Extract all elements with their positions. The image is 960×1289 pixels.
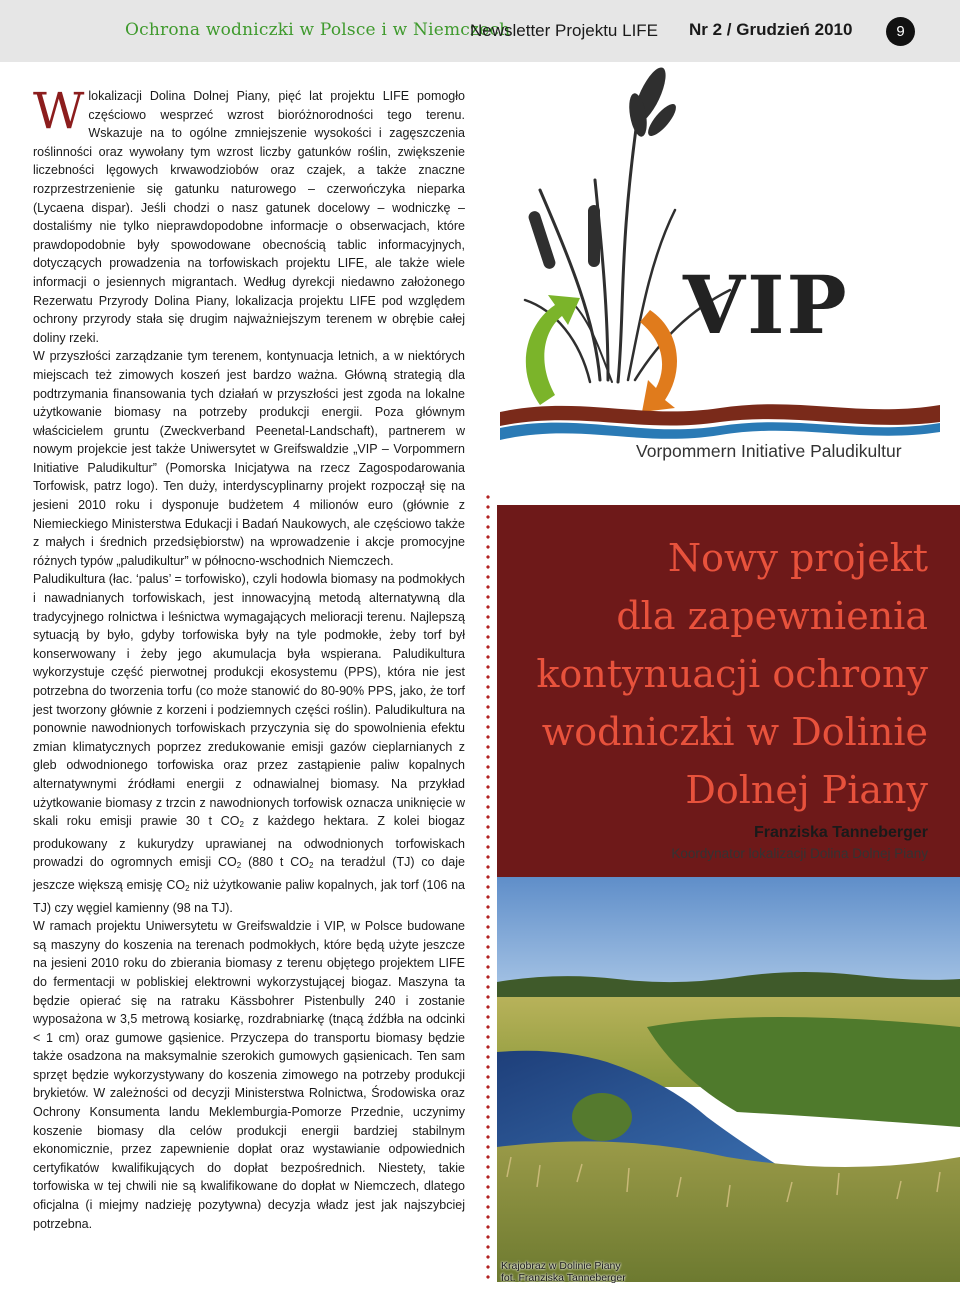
drop-cap: W [33, 82, 85, 140]
vip-logo-subtitle: Vorpommern Initiative Paludikultur [636, 441, 902, 461]
caption-title: Krajobraz w Dolinie Piany [501, 1260, 621, 1272]
cattail-icon [588, 205, 600, 267]
title-line: kontynuacji ochrony [536, 652, 928, 696]
page-header [0, 0, 960, 62]
title-line: Nowy projekt [667, 536, 928, 580]
paragraph-text: lokalizacji Dolina Dolnej Piany, pięć lat projektu LIFE pomogło częściowo wesprzeć wzrost bioróżnorodności tego terenu. Wskazuje na to ogólne zmniejszenie wysokości i zagęszczenia roślinności oraz wywołany tym wzrost liczby gatunków roślin, zwiększenie liczebności lęgowych krwawodziobów oraz czajek, a także znaczne rozprzestrzenienie się gatunku naturowego – czerwończyka nieparka (Lycaena dispar). Jeśli chodzi o nasz gatunek docelowy – wodniczkę – dostaliśmy nie tylko nieprawdopodobne informacje o obserwacjach, które prawdopodobnie były spowodowane obecnością tablic informacyjnych, dotyczących prowadzenia na torfowiskach projektu LIFE, ale także wiele informacji o jesiennych migrantach. Według dyrekcji niedawno założonego Rezerwatu Przyrody Dolina Piany, lokalizacja projektu LIFE pod względem ochrony przyrody stała się drugim najważniejszym terenem w obrębie całej doliny rzeki. [33, 89, 465, 345]
title-line: wodniczki w Dolinie [541, 710, 928, 754]
newsletter-title: Newsletter Projektu LIFE [470, 21, 659, 40]
paragraph-text: Paludikultura (łac. ‘palus’ = torfowisko), czyli hodowla biomasy na podmokłych i nawadnianych torfowiskach, jest innowacyjną metodą alternatywną dla tradycyjnego rolnictwa i leśnictwa wymagających melioracji terenu. Najlepszą sytuacją by było, gdyby torfowiska były na tyle podmokłe, żeby torf był konserwowany i żeby jego akumulacja była wspierana. Paludikultura wykorzystuje część pierwotnej produkcji ekosystemu (PPS), która nie jest potrzebna do tworzenia torfu (co może stanowić do 80-90% PPS, jako, że torf jest tworzony głównie z korzeni i podziemnych części roślin). Paludikultura na ponownie nawodnionych torfowiskach przyczynia się do spowolnienia efektu zmian klimatycznych poprzez zredukowanie emisji gazów cieplarnianych z gleb odwodnionego torfowiska oraz przez zastąpienie paliw kopalnych alternatywnymi źródłami energii z odnawialnej biomasy. Na przykład użytkowanie biomasy z trzcin z nawodnionych torfowisk oznacza uniknięcie w skali roku emisji prawie 30 t CO [33, 572, 465, 829]
series-title: Ochrona wodniczki w Polsce i w Niemczech [125, 20, 511, 40]
author-role: Koordynator lokalizacji Dolina Dolnej Piany [671, 846, 928, 861]
vip-logo-text: VIP [683, 258, 849, 352]
paragraph-text: z każdego hektara. Z kolei biogaz produkowany z kukurydzy uprawianej na odwodnionych torfowiskach prowadzi do ogromnych emisji CO [33, 814, 465, 870]
article-paragraph-4: W ramach projektu Uniwersytetu w Greifswaldzie i VIP, w Polsce budowane są maszyny do koszenia na terenach podmokłych, które będą użyte jeszcze na jesieni 2010 roku do zbierania biomasy z terenu objętego projektem LIFE do fermentacji w pobliskiej elektrowni wykorzystującej biogaz. Maszyna ta będzie opierać się na ratraku Kässbohrer Pistenbully 240 i zostanie wyposażona w 3,5 metrową kosiarkę, rozdrabniarkę (tnącą źdźbła na odcinki < 1 cm) oraz gumowe gąsienice. Przyczepa do transportu biomasy będzie także osadzona na maksymalnie szerokich gumowych gąsienicach. Ten sam sprzęt będzie wykorzystywany do koszenia zimowego na potrzeby produkcji brykietów. W zależności od decyzji Ministerstwa Rolnictwa, Środowiska oraz Ochrony Konsumenta landu Meklemburgia-Pomorze Przednie, uczynimy koszenie biomasy dla celów produkcji energii bardziej stabilnym ekonomicznie, przez zapewnienie dopłat oraz wystawianie odpowiednich certyfikatów kwalifikujących do dopłat bezpośrednich. Niestety, takie torfowiska w tej chwili nie są kwalifikowane do dopłat w Niemczech, dlatego oficjalna (i miejmy nadzieję pozytywna) decyzja władz jest jak najszybciej potrzebna. [33, 919, 465, 1231]
dotted-divider [486, 492, 490, 1282]
article-paragraph-3 [33, 570, 465, 917]
title-line: dla zapewnienia [616, 594, 928, 638]
subscript: 2 [239, 820, 244, 830]
title-line: Dolnej Piany [685, 768, 928, 812]
caption-credit: fot. Franziska Tanneberger [501, 1272, 626, 1284]
paragraph-text: niż użytkowanie paliw kopalnych, jak torf (106 na TJ) czy węgiel kamienny (98 na TJ). [33, 877, 465, 915]
water-icon [500, 422, 940, 440]
issue-label: Nr 2 / Grudzień 2010 [689, 20, 853, 39]
author-name: Franziska Tanneberger [754, 824, 928, 841]
feature-title [497, 529, 960, 819]
article-paragraph-2: W przyszłości zarządzanie tym terenem, kontynuacja letnich, a w niektórych miejscach też zimowych koszeń jest bardzo ważna. Główną strategią dla podtrzymania finansowania tych działań w przyszłości jest zgoda na lokalne użytkowanie biomasy na potrzeby produkcji energii. Poza głównym właścicielem gruntu (Zweckverband Peenetal-Landschaft), partnerem w nowym projekcie jest także Uniwersytet w Greifswaldzie „VIP – Vorpommern Initiative Paludikultur” (Pomorska Inicjatywa na rzecz Zagospodarowania Torfowisk, patrz logo). Ten duży, interdyscyplinarny projekt rozpoczął się na jesieni 2010 roku i dysponuje budżetem 4 milionów euro (głównie z Niemieckiego Ministerstwa Edukacji i Badań Naukowych, ale częściowo także z małych i średnich przedsiębiorstw) na wprowadzenie i akcje promocyjne różnych typów „paludikultur” w północno-wschodnich Niemczech. [33, 349, 465, 568]
subscript: 2 [308, 861, 314, 871]
subscript: 2 [236, 861, 242, 871]
photo-caption [501, 1260, 626, 1284]
green-arrow-icon [526, 295, 580, 405]
article-paragraph-1 [33, 82, 465, 347]
page-number-badge: 9 [886, 17, 915, 46]
landscape-photo [497, 877, 960, 1282]
subscript: 2 [185, 883, 190, 893]
reed-plume-icon [626, 64, 680, 140]
bush [572, 1093, 632, 1141]
paragraph-text: na teradżul (TJ) co daje jeszcze większą emisję CO [33, 855, 465, 892]
article-body [33, 82, 465, 1233]
feature-title-box [497, 505, 960, 877]
orange-arrow-icon [640, 310, 677, 412]
paragraph-text: (880 t CO [241, 855, 309, 870]
